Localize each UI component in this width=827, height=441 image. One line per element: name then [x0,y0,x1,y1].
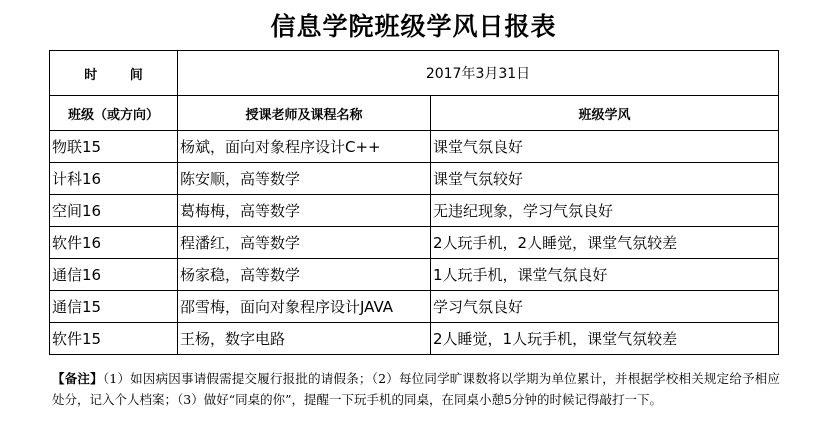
header-class-style: 班级学风 [431,96,779,131]
class-style-cell: 课堂气氛较好 [431,163,779,195]
report-date: 2017年3月31日 [178,51,779,96]
class-cell: 物联15 [50,131,178,163]
header-teacher-course: 授课老师及课程名称 [178,96,431,131]
class-style-cell: 2人玩手机，2人睡觉，课堂气氛较差 [431,227,779,259]
remarks [52,369,780,410]
remarks-label: 【备注】 [52,371,103,386]
class-cell: 计科16 [50,163,178,195]
teacher-course-cell: 陈安顺，高等数学 [178,163,431,195]
class-style-cell: 无违纪现象，学习气氛良好 [431,195,779,227]
teacher-course-cell: 葛梅梅，高等数学 [178,195,431,227]
table-row [50,323,779,355]
class-cell: 通信15 [50,291,178,323]
time-label: 时 间 [50,51,178,96]
table-row [50,259,779,291]
class-style-cell: 学习气氛良好 [431,291,779,323]
class-style-cell: 课堂气氛良好 [431,131,779,163]
table-row [50,163,779,195]
table-row [50,195,779,227]
header-class: 班级（或方向） [50,96,178,131]
table-row [50,227,779,259]
class-cell: 空间16 [50,195,178,227]
report-table [49,50,779,355]
table-row [50,131,779,163]
class-cell: 软件16 [50,227,178,259]
class-style-cell: 1人玩手机，课堂气氛良好 [431,259,779,291]
time-row [50,51,779,96]
teacher-course-cell: 杨家稳，高等数学 [178,259,431,291]
teacher-course-cell: 杨斌，面向对象程序设计C++ [178,131,431,163]
table-row [50,291,779,323]
teacher-course-cell: 邵雪梅，面向对象程序设计JAVA [178,291,431,323]
class-cell: 软件15 [50,323,178,355]
header-row [50,96,779,131]
class-cell: 通信16 [50,259,178,291]
teacher-course-cell: 王杨，数字电路 [178,323,431,355]
remarks-text: （1）如因病因事请假需提交履行报批的请假条；（2）每位同学旷课数将以学期为单位累计，并根据学校相关规定给予相应处分，记入个人档案；（3）做好“同桌的你”，提醒一下玩手机的同桌，在同桌小憩5分钟的时候记得敲打一下。 [52,371,780,407]
report-title: 信息学院班级学风日报表 [270,12,557,41]
teacher-course-cell: 程潘红，高等数学 [178,227,431,259]
class-style-cell: 2人睡觉，1人玩手机，课堂气氛较差 [431,323,779,355]
